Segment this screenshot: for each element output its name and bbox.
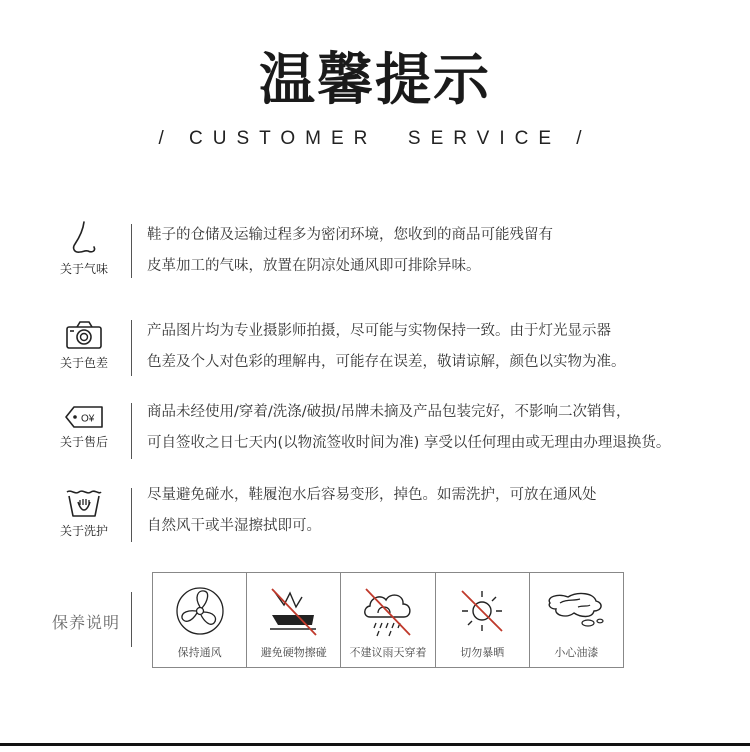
tip-smell-label: 关于气味 — [59, 262, 108, 276]
tip-color-icon-block — [56, 320, 112, 371]
care-divider — [131, 592, 132, 647]
tip-washing-line-1: 尽量避免碰水，鞋履泡水后容易变形，掉色。如需洗护，可放在通风处 — [147, 487, 597, 503]
tip-aftersales-divider — [131, 403, 132, 459]
tip-aftersales-line-2: 可自签收之日七天内(以物流签收时间为准) 享受以任何理由或无理由办理退换货。 — [147, 435, 671, 451]
care-item-oil-stain — [530, 573, 623, 667]
page-subtitle: / CUSTOMER SERVICE / — [158, 128, 592, 149]
care-item-no-sun — [436, 573, 530, 667]
tip-color-line-1: 产品图片均为专业摄影师拍摄，尽可能与实物保持一致。由于灯光显示器 — [147, 323, 611, 339]
care-item-no-sun-label: 切勿暴晒 — [460, 646, 505, 659]
tip-washing-text — [147, 480, 597, 542]
care-section-label: 保养说明 — [52, 613, 121, 632]
tip-aftersales-icon-block — [56, 405, 112, 450]
no-rain-icon — [360, 585, 416, 639]
care-item-no-rain — [341, 573, 435, 667]
no-hard-object-icon — [266, 585, 322, 639]
tip-aftersales-line-1: 商品未经使用/穿着/洗涤/破损/吊牌未摘及产品包装完好，不影响二次销售， — [147, 404, 631, 420]
tip-color-text — [147, 316, 626, 378]
tip-color-divider — [131, 320, 132, 376]
tip-color-label: 关于色差 — [59, 356, 108, 370]
care-item-no-hard-object — [247, 573, 341, 667]
care-item-oil-stain-label: 小心油漆 — [554, 646, 599, 659]
page-title: 温馨提示 — [259, 48, 491, 113]
tag-icon — [64, 405, 104, 429]
tip-washing-label: 关于洗护 — [59, 524, 108, 538]
bottom-border — [0, 743, 750, 746]
washing-icon — [65, 486, 103, 518]
tip-smell-icon-block — [56, 220, 112, 277]
care-item-ventilate — [153, 573, 247, 667]
tip-washing-divider — [131, 488, 132, 542]
oil-stain-icon — [544, 585, 608, 635]
care-item-ventilate-label: 保持通风 — [177, 646, 222, 659]
no-sun-icon — [454, 585, 510, 639]
tip-smell-line-1: 鞋子的仓储及运输过程多为密闭环境，您收到的商品可能残留有 — [147, 227, 553, 243]
svg-text:O¥: O¥ — [81, 413, 95, 425]
care-item-no-rain-label: 不建议雨天穿着 — [349, 646, 427, 659]
tip-washing-line-2: 自然风干或半湿擦拭即可。 — [147, 518, 321, 534]
tip-smell-line-2: 皮革加工的气味，放置在阴凉处通风即可排除异味。 — [147, 258, 481, 274]
tip-smell-divider — [131, 224, 132, 278]
camera-icon — [65, 320, 103, 350]
nose-icon — [66, 220, 102, 256]
care-table — [152, 572, 624, 668]
tip-washing-icon-block — [56, 486, 112, 539]
care-item-no-hard-object-label: 避免硬物擦碰 — [260, 646, 327, 659]
tip-smell-text — [147, 220, 553, 282]
fan-icon — [174, 585, 226, 637]
tip-color-line-2: 色差及个人对色彩的理解冉，可能存在误差，敬请谅解，颜色以实物为准。 — [147, 354, 626, 370]
tip-aftersales-label: 关于售后 — [59, 435, 108, 449]
tip-aftersales-text — [147, 397, 670, 459]
